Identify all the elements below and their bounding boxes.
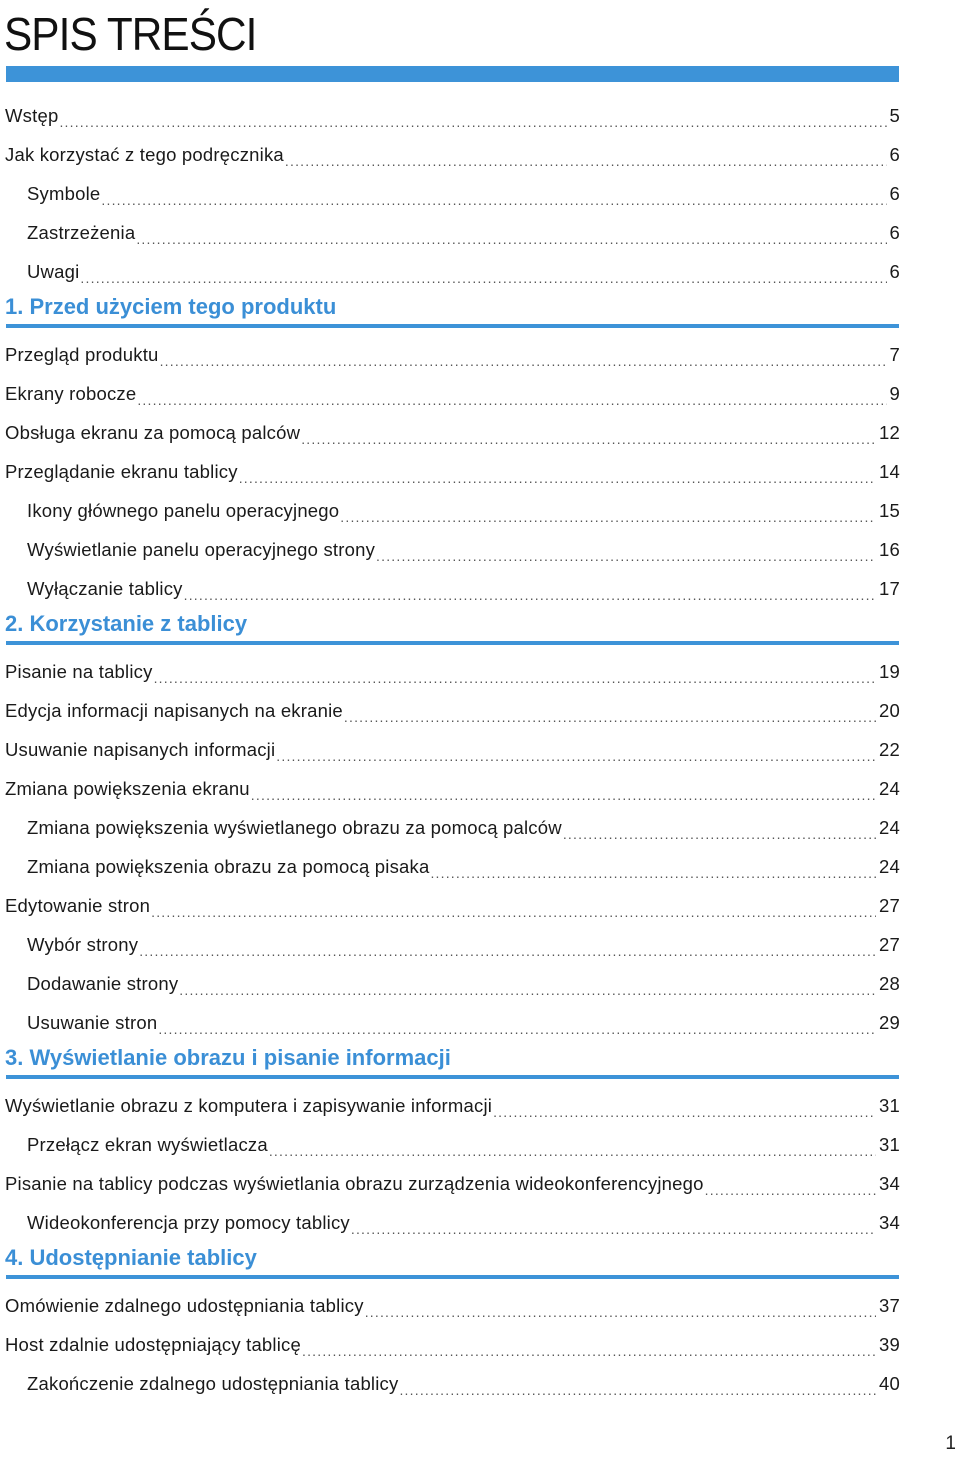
toc-entry[interactable] [0,730,900,769]
toc-entry-page-number: 14 [879,461,900,482]
toc-entry-page-number: 9 [889,383,900,404]
toc-entry-page-number: 39 [879,1334,900,1355]
toc-dot-leader [137,374,886,413]
toc-dot-leader [139,925,876,964]
toc-dot-leader [493,1086,876,1125]
toc-entry-label: Ekrany robocze [5,374,137,413]
toc-entry[interactable] [0,925,900,964]
toc-entry[interactable] [0,652,900,691]
toc-entry-page-number: 29 [879,1012,900,1033]
toc-entry-page-number: 15 [879,500,900,521]
toc-dot-leader [344,691,876,730]
toc-entry-page-number: 12 [879,422,900,443]
toc-entry-label: Wyłączanie tablicy [27,569,184,608]
toc-entry[interactable] [0,886,900,925]
toc-entry-label: Wyświetlanie panelu operacyjnego strony [27,530,376,569]
toc-entry-page-number: 5 [889,105,900,126]
toc-dot-leader [184,569,876,608]
toc-entry[interactable] [0,569,900,608]
chapter-heading [0,1042,900,1086]
toc-entry[interactable] [0,1364,900,1403]
toc-entry[interactable] [0,174,900,213]
chapter-heading [0,1242,900,1286]
toc-entry[interactable] [0,335,900,374]
toc-entry-label: Wybór strony [27,925,139,964]
toc-dot-leader [340,491,876,530]
toc-entry-page-number: 17 [879,578,900,599]
toc-entry-label: Przegląd produktu [5,335,160,374]
toc-dot-leader [399,1364,876,1403]
toc-dot-leader [430,847,876,886]
toc-entry[interactable] [0,252,900,291]
toc-entry[interactable] [0,769,900,808]
toc-entry[interactable] [0,413,900,452]
toc-dot-leader [351,1203,876,1242]
toc-entry-page-number: 31 [879,1134,900,1155]
toc-entry[interactable] [0,452,900,491]
toc-dot-leader [59,96,886,135]
toc-entry[interactable] [0,1086,900,1125]
toc-dot-leader [302,1325,876,1364]
chapter-heading [0,608,900,652]
toc-entry[interactable] [0,691,900,730]
chapter-title[interactable]: 1. Przed użyciem tego produktu [5,294,337,319]
toc-entry[interactable] [0,1164,900,1203]
toc-entry-page-number: 27 [879,934,900,955]
toc-entry[interactable] [0,135,900,174]
chapter-underline-bar [6,1275,899,1279]
toc-dot-leader [101,174,886,213]
toc-dot-leader [151,886,876,925]
toc-entry-page-number: 34 [879,1212,900,1233]
toc-dot-leader [285,135,887,174]
toc-dot-leader [376,530,876,569]
toc-entry-label: Uwagi [27,252,80,291]
chapter-title[interactable]: 2. Korzystanie z tablicy [5,611,248,636]
title-underline-bar [6,66,899,82]
table-of-contents [0,96,900,1403]
toc-entry[interactable] [0,213,900,252]
toc-dot-leader [563,808,876,847]
toc-entry-page-number: 6 [889,144,900,165]
toc-entry-page-number: 22 [879,739,900,760]
toc-dot-leader [80,252,886,291]
toc-entry-label: Pisanie na tablicy [5,652,154,691]
toc-entry-label: Zastrzeżenia [27,213,136,252]
toc-entry[interactable] [0,1325,900,1364]
toc-entry-label: Przełącz ekran wyświetlacza [27,1125,269,1164]
toc-entry-label: Wyświetlanie obrazu z komputera i zapisywanie informacji [5,1086,493,1125]
chapter-title[interactable]: 4. Udostępnianie tablicy [5,1245,257,1270]
page-number: 1 [945,1433,956,1454]
chapter-underline-bar [6,324,899,328]
toc-entry[interactable] [0,847,900,886]
toc-entry-page-number: 6 [889,261,900,282]
toc-entry[interactable] [0,964,900,1003]
toc-dot-leader [365,1286,876,1325]
toc-entry[interactable] [0,808,900,847]
toc-entry-label: Zakończenie zdalnego udostępniania tablicy [27,1364,399,1403]
toc-entry-label: Przeglądanie ekranu tablicy [5,452,239,491]
toc-entry-page-number: 19 [879,661,900,682]
toc-entry-page-number: 31 [879,1095,900,1116]
toc-dot-leader [269,1125,876,1164]
toc-entry-page-number: 16 [879,539,900,560]
toc-dot-leader [160,335,887,374]
chapter-underline-bar [6,641,899,645]
toc-entry-page-number: 20 [879,700,900,721]
page-title: SPIS TREŚCI [4,8,257,60]
toc-entry-label: Usuwanie stron [27,1003,158,1042]
toc-entry-page-number: 27 [879,895,900,916]
toc-entry-page-number: 6 [889,183,900,204]
toc-entry-page-number: 37 [879,1295,900,1316]
toc-dot-leader [239,452,876,491]
toc-entry-page-number: 34 [879,1173,900,1194]
toc-entry-label: Zmiana powiększenia ekranu [5,769,251,808]
toc-entry[interactable] [0,96,900,135]
toc-entry-label: Host zdalnie udostępniający tablicę [5,1325,302,1364]
toc-entry-label: Pisanie na tablicy podczas wyświetlania obrazu zurządzenia wideokonferencyjnego [5,1164,705,1203]
toc-entry-label: Dodawanie strony [27,964,179,1003]
toc-entry[interactable] [0,530,900,569]
toc-entry-page-number: 24 [879,778,900,799]
chapter-underline-bar [6,1075,899,1079]
toc-entry-label: Wstęp [5,96,59,135]
toc-dot-leader [705,1164,876,1203]
toc-entry-label: Zmiana powiększenia wyświetlanego obrazu za pomocą palców [27,808,563,847]
toc-entry[interactable] [0,1003,900,1042]
toc-entry[interactable] [0,1203,900,1242]
toc-entry-label: Edytowanie stron [5,886,151,925]
toc-entry-page-number: 24 [879,817,900,838]
toc-entry-page-number: 28 [879,973,900,994]
toc-entry-page-number: 24 [879,856,900,877]
toc-entry-label: Zmiana powiększenia obrazu za pomocą pisaka [27,847,430,886]
toc-entry-label: Omówienie zdalnego udostępniania tablicy [5,1286,365,1325]
toc-entry-page-number: 6 [889,222,900,243]
toc-dot-leader [301,413,876,452]
toc-dot-leader [251,769,876,808]
toc-entry-label: Symbole [27,174,101,213]
toc-entry-page-number: 40 [879,1373,900,1394]
toc-entry-page-number: 7 [889,344,900,365]
toc-entry-label: Jak korzystać z tego podręcznika [5,135,285,174]
toc-entry[interactable] [0,491,900,530]
toc-dot-leader [158,1003,876,1042]
toc-entry[interactable] [0,374,900,413]
toc-entry[interactable] [0,1125,900,1164]
chapter-heading [0,291,900,335]
toc-entry-label: Wideokonferencja przy pomocy tablicy [27,1203,351,1242]
toc-entry-label: Obsługa ekranu za pomocą palców [5,413,301,452]
toc-entry-label: Ikony głównego panelu operacyjnego [27,491,340,530]
toc-dot-leader [179,964,876,1003]
toc-entry-label: Usuwanie napisanych informacji [5,730,276,769]
toc-dot-leader [276,730,876,769]
toc-entry[interactable] [0,1286,900,1325]
toc-dot-leader [154,652,876,691]
toc-entry-label: Edycja informacji napisanych na ekranie [5,691,344,730]
toc-dot-leader [136,213,886,252]
chapter-title[interactable]: 3. Wyświetlanie obrazu i pisanie informacji [5,1045,451,1070]
